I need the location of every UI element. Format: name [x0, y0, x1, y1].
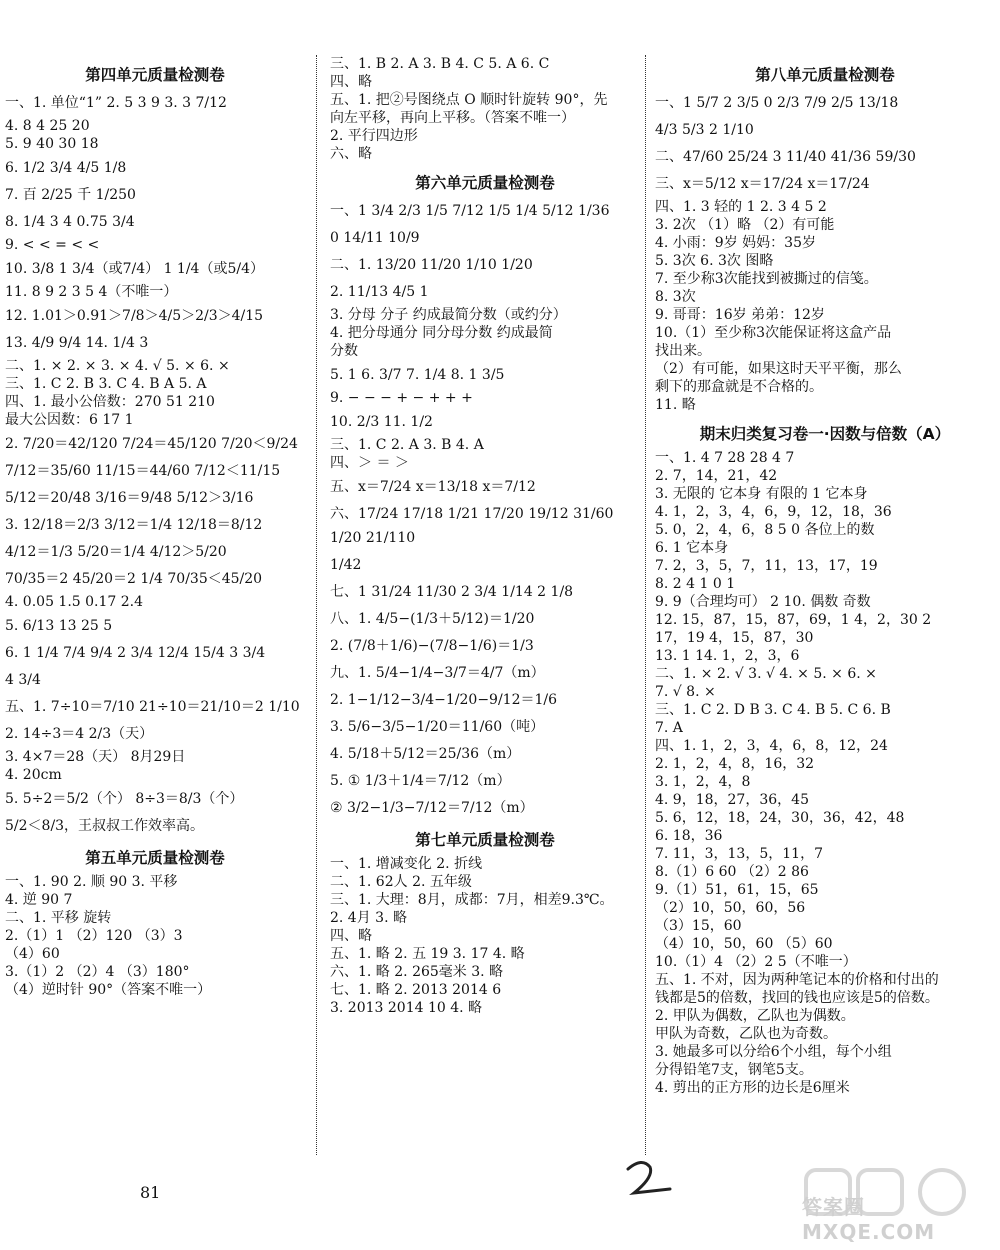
answer-line: 四、1. 1，2，3，4，6，8，12，24: [655, 738, 888, 754]
answer-line: 七、1. 略 2. 2013 2014 6: [330, 982, 502, 998]
answer-line: 2. 7/20＝42/120 7/24＝45/120 7/20＜9/24: [5, 436, 298, 452]
answer-line: 四、1. 3 轻的 1 2. 3 4 5 2: [655, 199, 827, 215]
answer-line: 7. 百 2/25 千 1/250: [5, 187, 136, 203]
answer-line: 4. 小雨：9岁 妈妈：35岁: [655, 235, 816, 251]
answer-line: 六、17/24 17/18 1/21 17/20 19/12 31/60 1/20 21/110: [330, 506, 618, 546]
answer-line: 7. 至少称3次能找到被撕过的信笺。: [655, 271, 878, 287]
answer-line: 二、1. 13/20 11/20 1/10 1/20: [330, 257, 533, 273]
answer-line: 六、略: [330, 146, 372, 162]
divider-left: [316, 55, 317, 1155]
answer-line: 剩下的那盒就是不合格的。: [655, 379, 823, 395]
answer-line: 4. 剪出的正方形的边长是6厘米: [655, 1080, 850, 1096]
answer-line: 10.（1）至少称3次能保证将这盒产品: [655, 325, 892, 341]
answer-line: 0 14/11 10/9: [330, 230, 420, 246]
answer-line: 一、1. 单位“1” 2. 5 3 9 3. 3 7/12: [5, 95, 227, 111]
answer-line: 4. 20cm: [5, 767, 62, 783]
answer-line: 一、1. 90 2. 顺 90 3. 平移: [5, 874, 178, 890]
answer-line: 分得铅笔7支，钢笔5支。: [655, 1062, 813, 1078]
answer-line: 3. 12/18＝2/3 3/12＝1/4 12/18＝8/12: [5, 517, 263, 533]
answer-line: 70/35＝2 45/20＝2 1/4 70/35＜45/20: [5, 571, 263, 587]
answer-line: 5. 1 6. 3/7 7. 1/4 8. 1 3/5: [330, 367, 505, 383]
answer-line: 10.（1）4 （2）2 5（不唯一）: [655, 954, 857, 970]
unit4-title: 第四单元质量检测卷: [85, 66, 225, 84]
answer-line: 二、1. × 2. √ 3. √ 4. × 5. × 6. ×: [655, 666, 877, 682]
answer-line: 7. A: [655, 720, 683, 736]
answer-line: 4. 9，18，27，36，45: [655, 792, 809, 808]
answer-line: 7. 11，3，13，5，11，7: [655, 846, 823, 862]
answer-line: 一、1. 增减变化 2. 折线: [330, 856, 483, 872]
answer-line: 2. 14÷3＝4 2/3（天）: [5, 726, 154, 742]
answer-line: 3. 1，2，4，8: [655, 774, 751, 790]
answer-line: 8. 2 4 1 0 1: [655, 576, 736, 592]
answer-line: 11. 8 9 2 3 5 4（不唯一）: [5, 284, 178, 300]
answer-line: 2. 11/13 4/5 1: [330, 284, 429, 300]
answer-line: 八、1. 4/5−(1/3＋5/12)＝1/20: [330, 611, 535, 627]
answer-line: 9. − − − + − + + +: [330, 390, 473, 406]
handwritten-mark: [620, 1155, 680, 1200]
answer-line: 3. 她最多可以分给6个小组，每个小组: [655, 1044, 892, 1060]
answer-line: 2. 平行四边形: [330, 128, 418, 144]
answer-line: 3. 2次 （1）略 （2）有可能: [655, 217, 835, 233]
answer-line: 3. 2013 2014 10 4. 略: [330, 1000, 483, 1016]
answer-line: 5. 9 40 30 18: [5, 136, 99, 152]
unit7-answers: [330, 856, 640, 1017]
answer-line: 4 3/4: [5, 672, 41, 688]
answer-line: 9.（1）51，61，15，65: [655, 882, 819, 898]
answer-line: 10. 2/3 11. 1/2: [330, 414, 433, 430]
answer-line: 2. 7，14，21，42: [655, 468, 778, 484]
answer-line: 4. 把分母通分 同分母分数 约成最简: [330, 325, 553, 341]
answer-line: 8.（1）6 60 （2）2 86: [655, 864, 809, 880]
answer-line: 5. 0，2，4，6，8 5 0 各位上的数: [655, 522, 875, 538]
answer-line: 4. 逆 90 7: [5, 892, 73, 908]
answer-line: 2. 4月 3. 略: [330, 910, 407, 926]
answer-line: 1/42: [330, 557, 362, 573]
answer-line: （4）60: [5, 946, 60, 962]
answer-line: 甲队为奇数，乙队也为奇数。: [655, 1026, 837, 1042]
answer-line: 四、＞ ＝ ＞: [330, 455, 409, 471]
answer-line: （2）有可能，如果这时天平平衡，那么: [655, 361, 902, 377]
unit7-title: 第七单元质量检测卷: [415, 831, 555, 849]
answer-line: 3. 分母 分子 约成最简分数（或约分）: [330, 307, 567, 323]
answer-line: 二、1. × 2. × 3. × 4. √ 5. × 6. ×: [5, 358, 230, 374]
answer-line: 4. 1，2，3，4，6，9，12，18，36: [655, 504, 892, 520]
answer-line: 4/3 5/3 2 1/10: [655, 122, 754, 138]
answer-line: （4）10，50，60 （5）60: [655, 936, 833, 952]
answer-line: 向左平移，再向上平移。（答案不唯一）: [330, 110, 575, 126]
answer-line: 4. 5/18＋5/12＝25/36（m）: [330, 746, 521, 762]
answer-line: 4. 0.05 1.5 0.17 2.4: [5, 594, 144, 610]
answer-line: 3. 5/6−3/5−1/20＝11/60（吨）: [330, 719, 545, 735]
unit8-answers: [655, 91, 995, 414]
answer-line: 四、1. 最小公倍数：270 51 210: [5, 394, 215, 410]
divider-right: [645, 55, 646, 1155]
answer-line: 5/12＝20/48 3/16＝9/48 5/12＞3/16: [5, 490, 254, 506]
answer-line: 6. 18，36: [655, 828, 723, 844]
unit5-title: 第五单元质量检测卷: [85, 849, 225, 867]
answer-line: 分数: [330, 343, 358, 359]
answer-line: 9. 哥哥：16岁 弟弟：12岁: [655, 307, 825, 323]
unit5-answers: [5, 874, 305, 999]
answer-line: 9. < < = < <: [5, 237, 100, 253]
answer-line: 五、1. 不对，因为两种笔记本的价格和付出的: [655, 972, 939, 988]
unit6-answers: [330, 199, 640, 820]
review-answers: [655, 450, 995, 1097]
answer-line: 5. 3次 6. 3次 图略: [655, 253, 774, 269]
answer-line: 三、x＝5/12 x＝17/24 x＝17/24: [655, 176, 870, 192]
answer-line: 三、1. C 2. B 3. C 4. B A 5. A: [5, 376, 207, 392]
answer-line: 三、1. 大理：8月，成都：7月，相差9.3℃。: [330, 892, 614, 908]
answer-line: 五、x＝7/24 x＝13/18 x＝7/12: [330, 479, 536, 495]
review-title: 期末归类复习卷一·因数与倍数（A）: [699, 425, 951, 443]
answer-line: 5/2＜8/3，王叔叔工作效率高。: [5, 818, 205, 834]
answer-line: 10. 3/8 1 3/4（或7/4） 1 1/4（或5/4）: [5, 261, 264, 277]
answer-line: 五、1. 略 2. 五 19 3. 17 4. 略: [330, 946, 525, 962]
watermark-text: 答案圈 MXQE.COM: [802, 1195, 936, 1244]
answer-line: 6. 1 它本身: [655, 540, 729, 556]
column-2: [330, 55, 640, 1018]
answer-line: 4. 8 4 25 20: [5, 118, 90, 134]
answer-line: （3）15，60: [655, 918, 742, 934]
answer-line: 最大公因数：6 17 1: [5, 412, 134, 428]
answer-line: 3. 无限的 它本身 有限的 1 它本身: [655, 486, 868, 502]
answer-line: 三、1. C 2. A 3. B 4. A: [330, 437, 484, 453]
answer-line: 二、1. 平移 旋转: [5, 910, 112, 926]
answer-line: 2.（1）1 （2）120 （3）3: [5, 928, 183, 944]
answer-line: 5. 6/13 13 25 5: [5, 618, 113, 634]
answer-line: 钱都是5的倍数，找回的钱也应该是5的倍数。: [655, 990, 939, 1006]
answer-line: 12. 15，87，15，87，69，1 4，2，30 2: [655, 612, 932, 628]
answer-line: 5. 5÷2＝5/2（个） 8÷3＝8/3（个）: [5, 791, 244, 807]
answer-line: 17，19 4，15，87，30: [655, 630, 814, 646]
unit4-answers: [5, 91, 305, 838]
answer-line: 三、1. C 2. D B 3. C 4. B 5. C 6. B: [655, 702, 891, 718]
answer-line: 9. 9（合理均可） 2 10. 偶数 奇数: [655, 594, 871, 610]
answer-line: 2. (7/8＋1/6)−(7/8−1/6)＝1/3: [330, 638, 534, 654]
answer-line: 7. 2，3，5，7，11，13，17，19: [655, 558, 878, 574]
answer-line: 七、1 31/24 11/30 2 3/4 1/14 2 1/8: [330, 584, 574, 600]
answer-line: ② 3/2−1/3−7/12＝7/12（m）: [330, 800, 534, 816]
answer-line: 一、1 5/7 2 3/5 0 2/3 7/9 2/5 13/18: [655, 95, 899, 111]
answer-line: 2. 甲队为偶数，乙队也为偶数。: [655, 1008, 855, 1024]
answer-line: 7/12＝35/60 11/15＝44/60 7/12＜11/15: [5, 463, 281, 479]
answer-line: 3. 4×7＝28（天） 8月29日: [5, 749, 186, 765]
answer-line: 六、1. 略 2. 265毫米 3. 略: [330, 964, 504, 980]
answer-line: 5. ① 1/3＋1/4＝7/12（m）: [330, 773, 511, 789]
unit5-tail-answers: [330, 56, 640, 163]
answer-line: 13. 1 14. 1，2，3，6: [655, 648, 800, 664]
answer-line: 3.（1）2 （2）4 （3）180°: [5, 964, 190, 980]
answer-line: 四、略: [330, 928, 372, 944]
answer-line: 7. √ 8. ×: [655, 684, 716, 700]
answer-line: 13. 4/9 9/4 14. 1/4 3: [5, 335, 149, 351]
answer-line: 二、1. 62人 2. 五年级: [330, 874, 472, 890]
answer-line: 4/12＝1/3 5/20＝1/4 4/12＞5/20: [5, 544, 227, 560]
watermark-logo: [802, 1164, 992, 1244]
answer-line: （4）逆时针 90°（答案不唯一）: [5, 982, 212, 998]
answer-line: 2. 1，2，4，8，16，32: [655, 756, 815, 772]
answer-line: 九、1. 5/4−1/4−3/7＝4/7（m）: [330, 665, 545, 681]
answer-line: 一、1 3/4 2/3 1/5 7/12 1/5 1/4 5/12 1/36: [330, 203, 610, 219]
unit8-title: 第八单元质量检测卷: [755, 66, 895, 84]
answer-line: 三、1. B 2. A 3. B 4. C 5. A 6. C: [330, 56, 550, 72]
unit6-title: 第六单元质量检测卷: [415, 174, 555, 192]
column-1: [5, 55, 305, 1000]
answer-line: 四、略: [330, 74, 372, 90]
page-number: 81: [140, 1183, 161, 1202]
answer-line: 11. 略: [655, 397, 696, 413]
answer-line: 二、47/60 25/24 3 11/40 41/36 59/30: [655, 149, 916, 165]
answer-line: 五、1. 7÷10＝7/10 21÷10＝21/10＝2 1/10: [5, 699, 300, 715]
column-3: [655, 55, 995, 1098]
answer-line: 5. 6，12，18，24，30，36，42，48: [655, 810, 905, 826]
answer-line: 12. 1.01＞0.91＞7/8＞4/5＞2/3＞4/15: [5, 308, 264, 324]
answer-line: 8. 3次: [655, 289, 696, 305]
answer-line: 找出来。: [655, 343, 711, 359]
answer-line: 五、1. 把②号图绕点 O 顺时针旋转 90°，先: [330, 92, 608, 108]
answer-line: 2. 1−1/12−3/4−1/20−9/12＝1/6: [330, 692, 558, 708]
answer-line: 6. 1 1/4 7/4 9/4 2 3/4 12/4 15/4 3 3/4: [5, 645, 266, 661]
answer-line: 6. 1/2 3/4 4/5 1/8: [5, 160, 127, 176]
answer-line: 一、1. 4 7 28 28 4 7: [655, 450, 795, 466]
answer-line: （2）10，50，60，56: [655, 900, 806, 916]
answer-line: 8. 1/4 3 4 0.75 3/4: [5, 214, 135, 230]
